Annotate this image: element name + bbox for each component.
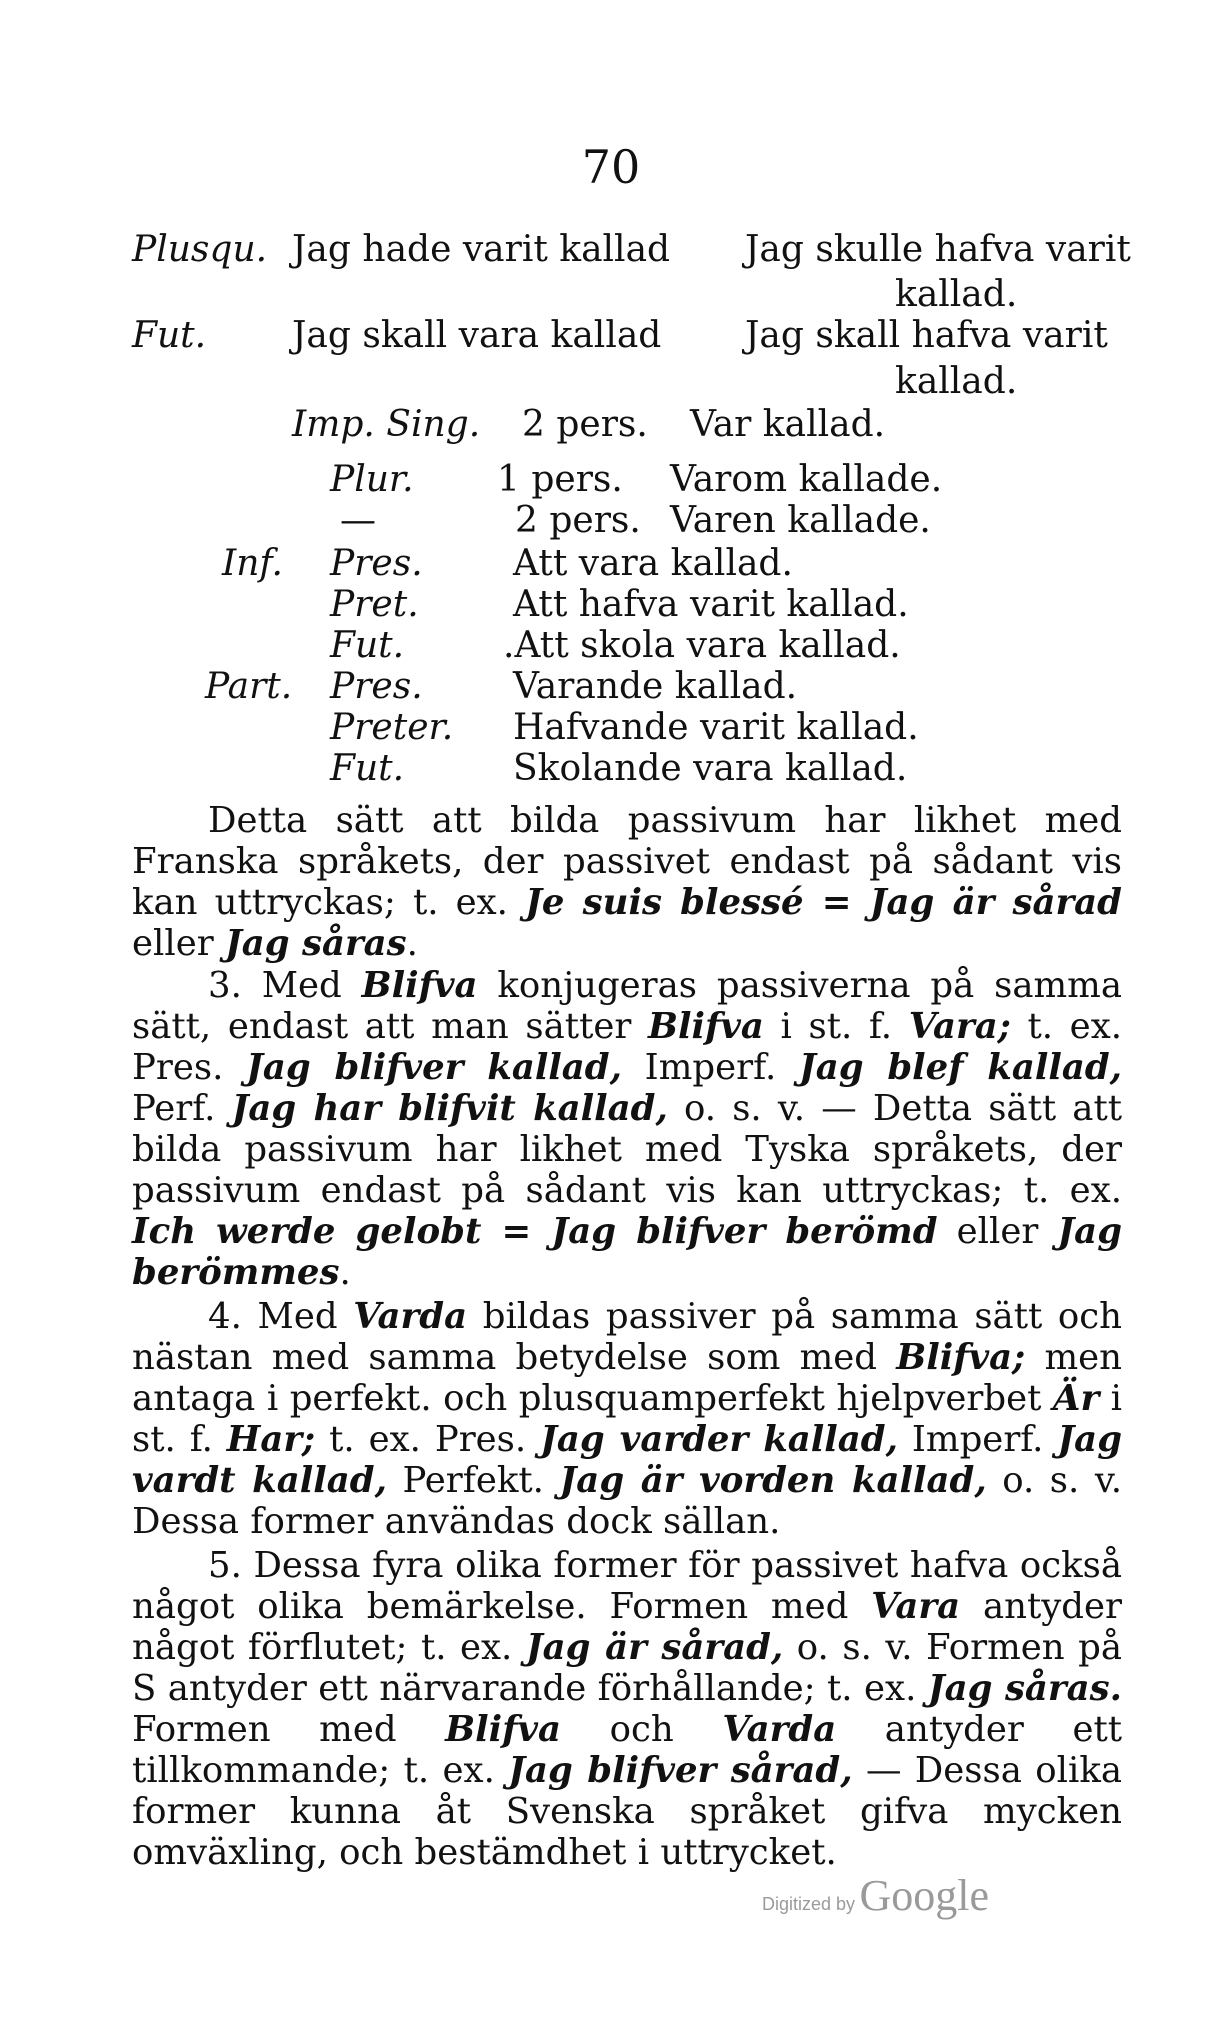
p3-em-3: Är: [1052, 1378, 1100, 1419]
p2-em-8: Jag berömmes: [132, 1211, 1123, 1293]
part-form-2: Hafvande varit kallad.: [513, 707, 919, 748]
inf-form-3: .Att skola vara kallad.: [503, 625, 901, 666]
plusqu-label: Plusqu.: [132, 229, 268, 270]
p1-text-3: .: [406, 923, 418, 964]
p3-em-5: Jag varder kallad,: [540, 1419, 898, 1460]
p3-em-6: Jag vardt kallad,: [132, 1419, 1123, 1501]
plusqu-form2b: kallad.: [895, 274, 1018, 315]
p4-em-5: Varda: [722, 1709, 837, 1750]
p3-text-1: 4. Med: [208, 1296, 354, 1337]
p1-text-1: Detta sätt att bilda passivum har likhet med Franska språkets, der passivet endast på sådant vis kan uttryckas; t. ex.: [132, 800, 1122, 923]
part-tense-1: Pres.: [330, 666, 423, 707]
p2-em-6: Jag har blifvit kallad,: [231, 1088, 668, 1129]
p4-em-1: Vara: [871, 1586, 961, 1627]
inf-tense-2: Pret.: [330, 584, 419, 625]
p3-text-6: Imperf.: [897, 1419, 1058, 1460]
p2-text-6: Perf.: [132, 1088, 232, 1129]
p2-em-2: Blifva: [647, 1006, 764, 1047]
p3-text-3: men antaga i perfekt. och plusquamperfekt hjelpverbet: [132, 1337, 1122, 1419]
google-logo-text: Google: [859, 1871, 990, 1920]
imp-pers: 2 pers.: [522, 404, 648, 445]
fut-form2b: kallad.: [895, 361, 1018, 402]
p2-text-1: 3. Med: [208, 965, 362, 1006]
p4-text-5: och: [561, 1709, 723, 1750]
p4-em-3: Jag såras.: [927, 1668, 1122, 1709]
p3-text-5: t. ex. Pres.: [315, 1419, 541, 1460]
p2-text-9: .: [339, 1252, 351, 1293]
plur-form-2: Varen kallade.: [670, 500, 931, 541]
fut-label: Fut.: [132, 315, 207, 356]
p2-text-3: i st. f.: [763, 1006, 909, 1047]
p2-em-7: Ich werde gelobt = Jag blifver berömd: [132, 1211, 938, 1252]
p3-text-7: Perfekt.: [386, 1460, 560, 1501]
p4-em-2: Jag är sårad,: [525, 1627, 784, 1668]
inf-form-2: Att hafva varit kallad.: [513, 584, 909, 625]
plusqu-form2a: Jag skulle hafva varit: [745, 229, 1131, 270]
p4-text-7: — Dessa olika former kunna åt Svenska språket gifva mycken omväxling, och bestämdhet i uttrycket.: [132, 1750, 1122, 1873]
paragraph-varda: [132, 1296, 1122, 1542]
plur-pers-1: 1 pers.: [497, 459, 623, 500]
p2-text-5: Imperf.: [621, 1047, 799, 1088]
part-tense-3: Fut.: [330, 748, 405, 789]
p2-em-5: Jag blef kallad,: [798, 1047, 1123, 1088]
p2-em-1: Blifva: [361, 965, 478, 1006]
p2-em-4: Jag blifver kallad,: [246, 1047, 622, 1088]
plur-dash: —: [340, 500, 376, 541]
p4-text-3: o. s. v. Formen på S antyder ett närvarande förhållande; t. ex.: [132, 1627, 1123, 1709]
p4-em-6: Jag blifver sårad,: [508, 1750, 853, 1791]
p2-em-3: Vara;: [908, 1006, 1011, 1047]
p3-em-4: Har;: [226, 1419, 316, 1460]
plur-form-1: Varom kallade.: [670, 459, 943, 500]
fut-form2a: Jag skall hafva varit: [745, 315, 1108, 356]
p2-text-2: konjugeras passiverna på samma sätt, endast att man sätter: [132, 965, 1122, 1047]
paragraph-four-forms: [132, 1545, 1122, 1873]
p3-text-4: i st. f.: [132, 1378, 1123, 1460]
digitized-by-google-watermark: [762, 1870, 989, 1921]
p4-text-4: Formen med: [132, 1709, 446, 1750]
part-group-label: Part.: [205, 666, 293, 707]
page-number: 70: [581, 140, 641, 194]
part-form-3: Skolande vara kallad.: [513, 748, 908, 789]
p3-text-8: o. s. v. Dessa former användas dock sällan.: [132, 1460, 1122, 1542]
part-tense-2: Preter.: [330, 707, 454, 748]
p3-em-1: Varda: [353, 1296, 468, 1337]
plusqu-form1: Jag hade varit kallad: [292, 229, 671, 270]
inf-tense-3: Fut.: [330, 625, 405, 666]
p3-text-2: bildas passiver på samma sätt och nästan med samma betydelse som med: [132, 1296, 1122, 1378]
p4-em-4: Blifva: [445, 1709, 562, 1750]
plur-pers-2: 2 pers.: [515, 500, 641, 541]
fut-form1: Jag skall vara kallad: [292, 315, 662, 356]
p1-example-2: Jag såras: [224, 923, 407, 964]
inf-form-1: Att vara kallad.: [513, 543, 793, 584]
imp-sing-label: Imp. Sing.: [292, 404, 481, 445]
p2-text-4: t. ex. Pres.: [132, 1006, 1123, 1088]
p1-text-2: eller: [132, 923, 225, 964]
imp-form: Var kallad.: [690, 404, 886, 445]
inf-tense-1: Pres.: [330, 543, 423, 584]
part-form-1: Varande kallad.: [513, 666, 798, 707]
p4-text-2: antyder något förflutet; t. ex.: [132, 1586, 1122, 1668]
digitized-by-text: Digitized by: [762, 1894, 856, 1914]
p1-example: Je suis blessé = Jag är sårad: [525, 882, 1122, 923]
inf-group-label: Inf.: [222, 543, 283, 584]
paragraph-blifva: [132, 965, 1122, 1293]
p2-text-7: o. s. v. — Detta sätt att bilda passivum har likhet med Tyska språkets, der passivum endast på sådant vis kan uttryckas; t. ex.: [132, 1088, 1122, 1211]
paragraph-french-comparison: [132, 800, 1122, 964]
p4-text-1: 5. Dessa fyra olika former för passivet hafva också något olika bemärkelse. Formen med: [132, 1545, 1122, 1627]
p4-text-6: antyder ett tillkommande; t. ex.: [132, 1709, 1122, 1791]
p2-text-8: eller: [937, 1211, 1058, 1252]
plur-label: Plur.: [330, 459, 414, 500]
p3-em-2: Blifva;: [896, 1337, 1026, 1378]
p3-em-7: Jag är vorden kallad,: [559, 1460, 987, 1501]
